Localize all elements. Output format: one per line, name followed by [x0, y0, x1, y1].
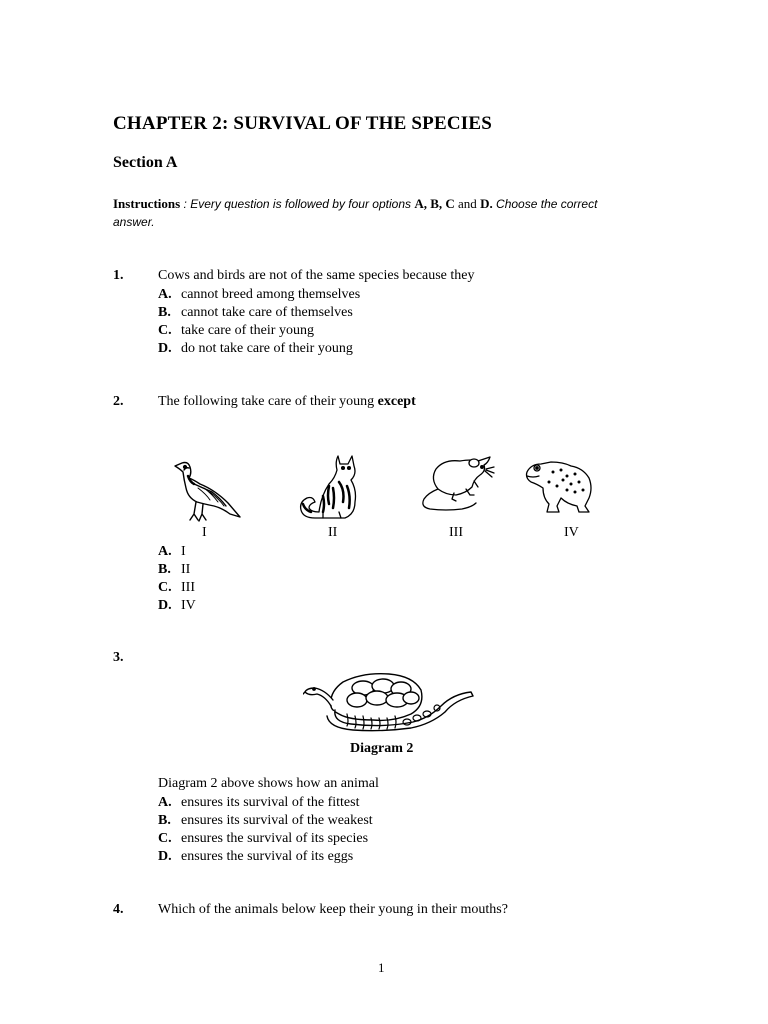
option-letter: C.	[158, 831, 172, 846]
option-letter: C.	[158, 580, 172, 595]
option-text: take care of their young	[181, 323, 314, 338]
option-text: cannot breed among themselves	[181, 287, 361, 302]
option-b[interactable]	[158, 304, 360, 322]
option-text: III	[181, 580, 195, 595]
option-letter: A.	[158, 795, 172, 810]
option-a[interactable]	[158, 794, 373, 812]
option-letter: D.	[158, 341, 172, 356]
option-letter: B.	[158, 813, 171, 828]
option-text: IV	[181, 598, 196, 613]
option-text: ensures its survival of the fittest	[181, 795, 360, 810]
option-c[interactable]	[158, 830, 373, 848]
question-number-2: 2.	[113, 394, 124, 409]
q3-options	[158, 794, 373, 866]
question-number-1: 1.	[113, 268, 124, 283]
option-d[interactable]	[158, 597, 196, 615]
instructions-text1: Every question is followed by four options	[190, 197, 415, 211]
question-text-2	[158, 394, 416, 410]
option-b[interactable]	[158, 812, 373, 830]
option-letter: B.	[158, 305, 171, 320]
question-text-2-emphasis: except	[377, 394, 416, 409]
option-letter: C.	[158, 323, 172, 338]
image-label-1: I	[202, 525, 207, 540]
option-b[interactable]	[158, 561, 196, 579]
option-letter: D.	[158, 849, 172, 864]
question-text-2-main: The following take care of their young	[158, 394, 378, 409]
instructions-sep: :	[180, 197, 191, 211]
option-c[interactable]	[158, 579, 196, 597]
instructions-and: and	[454, 196, 481, 211]
diagram-caption: Diagram 2	[350, 741, 414, 756]
option-text: do not take care of their young	[181, 341, 353, 356]
image-label-2: II	[328, 525, 338, 540]
instructions-text2: Choose the correct answer.	[113, 197, 598, 229]
option-text: ensures the survival of its eggs	[181, 849, 354, 864]
question-text-1: Cows and birds are not of the same species because they	[158, 268, 475, 283]
image-label-3: III	[449, 525, 463, 540]
chapter-title: CHAPTER 2: SURVIVAL OF THE SPECIES	[113, 113, 493, 134]
option-letter: A.	[158, 544, 172, 559]
snake-eggs-icon	[303, 666, 477, 732]
question-text-4: Which of the animals below keep their young in their mouths?	[158, 902, 508, 917]
q2-options	[158, 543, 196, 615]
instructions-bold-options: A, B, C	[414, 196, 455, 211]
question-text-3: Diagram 2 above shows how an animal	[158, 776, 379, 791]
option-text: ensures the survival of its species	[181, 831, 369, 846]
option-c[interactable]	[158, 322, 360, 340]
option-a[interactable]	[158, 543, 196, 561]
question-number-4: 4.	[113, 902, 124, 917]
option-text: II	[181, 562, 191, 577]
option-a[interactable]	[158, 286, 360, 304]
page-number: 1	[378, 960, 385, 975]
option-d[interactable]	[158, 340, 360, 358]
section-title: Section A	[113, 154, 178, 171]
option-d[interactable]	[158, 848, 373, 866]
instructions	[113, 195, 613, 231]
option-text: I	[181, 544, 186, 559]
option-letter: B.	[158, 562, 171, 577]
image-label-4: IV	[564, 525, 579, 540]
frog-icon	[523, 458, 595, 516]
mouse-icon	[416, 449, 496, 517]
option-text: ensures its survival of the weakest	[181, 813, 373, 828]
cat-icon	[293, 452, 365, 522]
pigeon-icon	[170, 458, 244, 524]
option-text: cannot take care of themselves	[181, 305, 353, 320]
option-letter: D.	[158, 598, 172, 613]
instructions-label: Instructions	[113, 196, 181, 211]
instructions-bold-d: D.	[480, 196, 493, 211]
question-number-3: 3.	[113, 650, 124, 665]
q1-options	[158, 286, 360, 358]
option-letter: A.	[158, 287, 172, 302]
